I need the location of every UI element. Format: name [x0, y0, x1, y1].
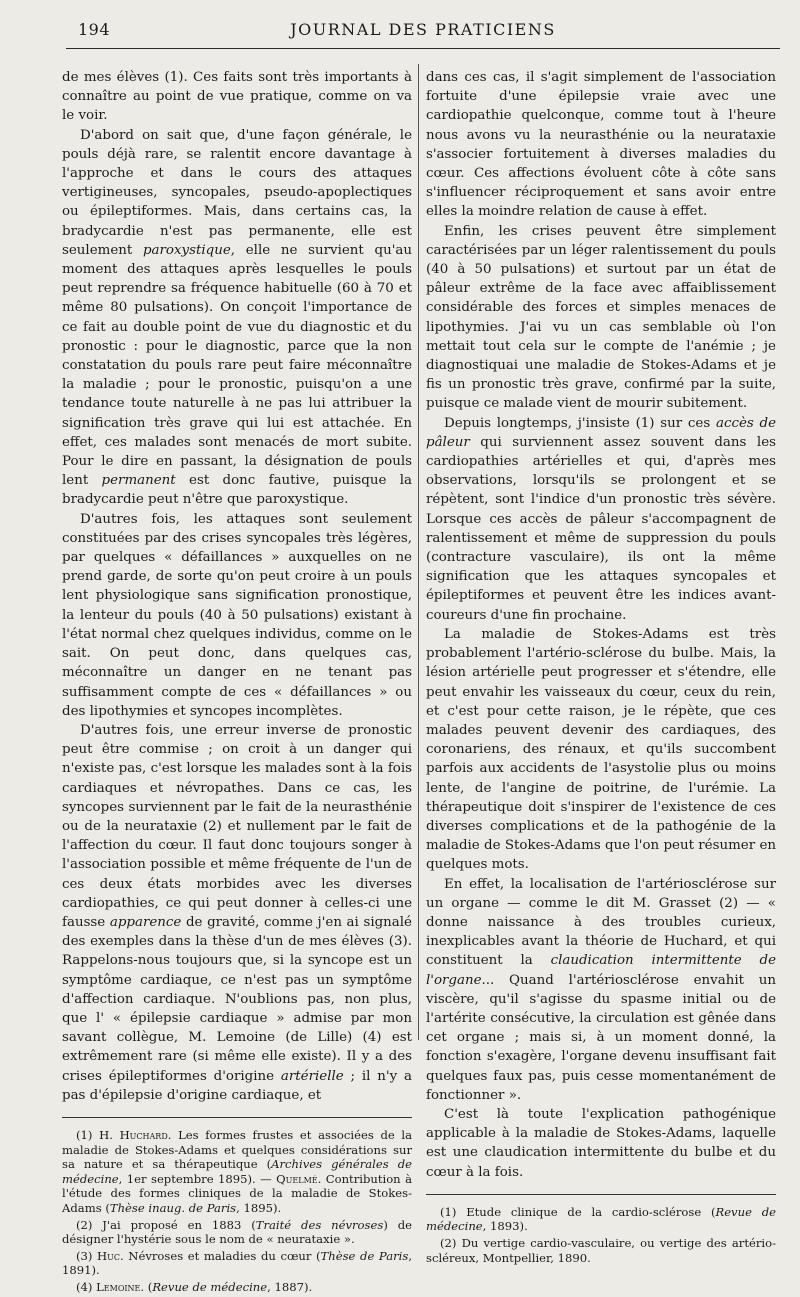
footnote-3: (3) Huc. Névroses et maladies du cœur (Thèse de Paris, 1891). — [62, 1248, 412, 1278]
paragraph: La maladie de Stokes-Adams est très probablement l'artério-sclérose du bulbe. Mais, la lésion artérielle peut progresser et s'étendre, elle peut envahir les vaisseaux du cœur, ceux du rein, et c'est pour cette raison, je le répète, que ces malades peuvent devenir des cardiaques, des coronariens, des rénaux, et qu'ils succombent parfois aux accidents de l'asystolie plus ou moins lente, de l'angine de poitrine, de l'urémie. La thérapeutique doit s'inspirer de l'existence de ces diverses complications et de la pathogénie de la maladie de Stokes-Adams que l'on peut résumer en quelques mots. — [426, 626, 776, 873]
footnote-rule — [62, 1117, 412, 1118]
page-number: 194 — [78, 20, 111, 39]
paragraph: Depuis longtemps, j'insiste (1) sur ces accès de pâleur qui surviennent assez souvent dans les cardiopathies artérielles et qui, d'après mes observations, lorsqu'ils se prolongent et se répètent, sont l'indice d'un pronostic très sévère. Lorsque ces accès de pâleur s'accompagnent de ralentissement et même de suppression du pouls (contracture vasculaire), ils ont la même signification que les attaques syncopales et épileptiformes et peuvent être les indices avant-coureurs d'une fin prochaine. — [426, 415, 776, 623]
page-header — [66, 20, 780, 46]
header-rule — [66, 48, 780, 49]
footnote-rule — [426, 1194, 776, 1195]
footnotes — [426, 1205, 776, 1265]
running-title: JOURNAL DES PRATICIENS — [290, 20, 556, 39]
footnote-4: (4) Lemoine. (Revue de médecine, 1887). — [76, 1279, 313, 1294]
paragraph: D'abord on sait que, d'une façon générale, le pouls déjà rare, se ralentit encore davantage à l'approche et dans le cours des attaques vertigineuses, syncopales, pseudo-apoplectiques ou épileptiformes. Mais, dans certains cas, la bradycardie n'est pas permanente, elle est seulement paroxystique, elle ne survient qu'au moment des attaques après lesquelles le pouls peut reprendre sa fréquence habituelle (60 à 70 et même 80 pulsations). On conçoit l'importance de ce fait au double point de vue du diagnostic et du pronostic : pour le diagnostic, parce que la non constatation du pouls rare peut faire méconnaître la maladie ; pour le pronostic, puisqu'on a une tendance toute naturelle à ne pas lui attribuer la signification très grave qui lui est attachée. En effet, ces malades sont menacés de mort subite. Pour le dire en passant, la désignation de pouls lent permanent est donc fautive, puisque la bradycardie peut n'être que paroxystique. — [62, 127, 412, 508]
paragraph: D'autres fois, les attaques sont seulement constituées par des crises syncopales très légères, par quelques « défaillances » auxquelles on ne prend garde, de sorte qu'on peut croire à un pouls lent physiologique sans signification pronostique, la lenteur du pouls (40 à 50 pulsations) existant à l'état normal chez quelques individus, comme on le sait. On peut donc, dans quelques cas, méconnaître un danger en ne tenant pas suffisamment compte de ces « défaillances » ou des lipothymies et syncopes incomplètes. — [62, 511, 412, 719]
left-column — [62, 68, 412, 1297]
paragraph: de mes élèves (1). Ces faits sont très importants à connaître au point de vue pratique, comme on va le voir. — [62, 70, 412, 124]
footnotes — [62, 1128, 412, 1295]
paragraph: En effet, la localisation de l'artériosclérose sur un organe — comme le dit M. Grasset (2) — « donne naissance à des troubles curieux, inexplicables avant la théorie de Huchard, et qui constituent la claudication intermittente de l'organe... Quand l'artériosclérose envahit un viscère, qu'il s'agisse du spasme initial ou de l'artérite consécutive, la circulation est gênée dans cet organe ; mais si, à un moment donné, la fonction s'exagère, l'organe devenu insuffisant fait quelques faux pas, puis cesse momentanément de fonctionner ». — [426, 876, 777, 1103]
footnote-2: (2) Du vertige cardio-vasculaire, ou vertige des artério-scléreux, Montpellier, 1890. — [426, 1235, 776, 1265]
paragraph: C'est là toute l'explication pathogénique applicable à la maladie de Stokes-Adams, laquelle est une claudication intermittente du bulbe et du cœur à la fois. — [426, 1106, 776, 1180]
column-divider — [418, 64, 419, 1040]
paragraph: dans ces cas, il s'agit simplement de l'association fortuite d'une épilepsie vraie avec une cardiopathie quelconque, comme tout à l'heure nous avons vu la neurasthénie ou la neurataxie s'associer fortuitement à diverses maladies du cœur. Ces affections évoluent côte à côte sans s'influencer réciproquement et sans avoir entre elles la moindre relation de cause à effet. — [426, 70, 776, 220]
right-column — [426, 68, 776, 1267]
footnote-1: (1) Etude clinique de la cardio-sclérose (Revue de médecine, 1893). — [426, 1204, 776, 1234]
footnote-1: (1) H. Huchard. Les formes frustes et associées de la maladie de Stokes-Adams et quelques considérations sur sa nature et sa thérapeutique (Archives générales de médecine, 1er septembre 1895). — Quelmé. Contribution à l'étude des formes cliniques de la maladie de Stokes-Adams (Thèse inaug. de Paris, 1895). — [62, 1127, 413, 1215]
paragraph: Enfin, les crises peuvent être simplement caractérisées par un léger ralentissement du pouls (40 à 50 pulsations) et surtout par un état de pâleur extrême de la face avec affaiblissement considérable des forces et simples menaces de lipothymies. J'ai vu un cas semblable où l'on mettait tout cela sur le compte de l'anémie ; je diagnostiquai une maladie de Stokes-Adams et je fis un pronostic très grave, confirmé par la suite, puisque ce malade vient de mourir subitement. — [426, 223, 776, 412]
paragraph: D'autres fois, une erreur inverse de pronostic peut être commise ; on croit à un danger qui n'existe pas, c'est lorsque les malades sont à la fois cardiaques et névropathes. Dans ce cas, les syncopes surviennent par le fait de la neurasthénie ou de la neurataxie (2) et nullement par le fait de l'affection du cœur. Il faut donc toujours songer à l'association possible et même fréquente de l'un de ces deux états morbides avec les diverses cardiopathies, ce qui peut donner à celles-ci une fausse apparence de gravité, comme j'en ai signalé des exemples dans la thèse d'un de mes élèves (3). Rappelons-nous toujours que, si la syncope est un symptôme cardiaque, ce n'est pas un symptôme d'affection cardiaque. N'oublions pas, non plus, que l' « épilepsie cardiaque » admise par mon savant collègue, M. Lemoine (de Lille) (4) est extrêmement rare (si même elle existe). Il y a des crises épileptiformes d'origine artérielle ; il n'y a pas d'épilepsie d'origine cardiaque, et — [62, 722, 412, 1103]
footnote-2: (2) J'ai proposé en 1883 (Traité des névroses) de désigner l'hystérie sous le nom de « neurataxie ». — [62, 1217, 412, 1247]
